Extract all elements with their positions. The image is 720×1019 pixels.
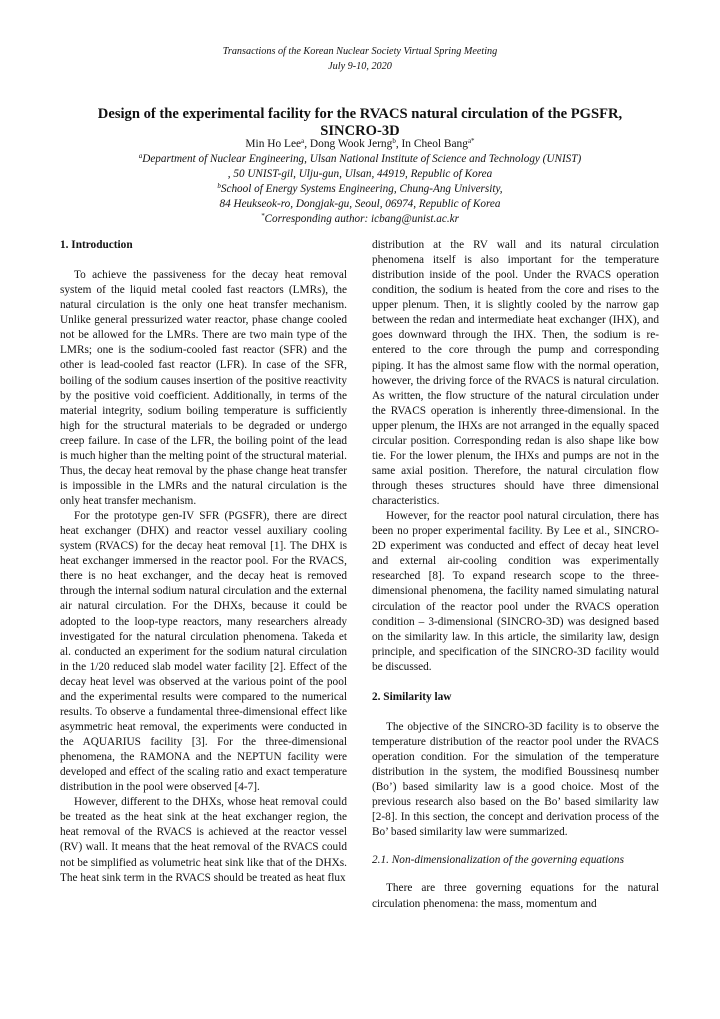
author-1: Min Ho Lee [245, 138, 302, 150]
affiliations [0, 152, 720, 227]
similarity-paragraph-1: The objective of the SINCRO-3D facility is to observe the temperature distribution of the reactor pool under the RVACS operation condition. For the simulation of the temperature distribution in the system, the modified Boussinesq number (Bo’) based similarity law is a good choice. Most of the previous research also based on the Bo’ based similarity law [2-8]. In this section, the concept and derivation process of the Bo’ based similarity law were summarized. [372, 720, 659, 839]
affiliation-a-text: Department of Nuclear Engineering, Ulsan National Institute of Science and Technology (UNIST) [142, 153, 582, 165]
section-heading-similarity-law: 2. Similarity law [372, 690, 452, 703]
affiliation-a-sup: a [138, 152, 143, 160]
section-heading-introduction: 1. Introduction [60, 239, 133, 251]
author-2-sup: b [392, 137, 396, 145]
conference-date: July 9-10, 2020 [328, 61, 392, 72]
left-column [60, 238, 347, 886]
affiliation-b-line2: 84 Heukseok-ro, Dongjak-gu, Seoul, 06974, Republic of Korea [219, 198, 501, 211]
affiliation-b-line1 [0, 182, 720, 197]
paper-title-line2: SINCRO-3D [320, 123, 400, 139]
intro-paragraph-4: However, for the reactor pool natural circulation, there has been no proper experimental facility. By Lee et al., SINCRO-2D experiment was conducted and effect of decay heat level and external air-cooling condition was experimentally researched [8]. To expand research scope to the three-dimensional phenomena, the facility named simulating natural circulation of the reactor pool under the RVACS operation condition – 3-dimensional (SINCRO-3D) was designed based on the similarity law. In this article, the similarity law, design principle, and specification of the SINCRO-3D facility would be discussed. [372, 510, 659, 673]
author-3: , In Cheol Bang [395, 138, 468, 150]
author-list [0, 137, 720, 152]
conference-name: Transactions of the Korean Nuclear Society Virtual Spring Meeting [222, 46, 498, 57]
author-1-sup: a [301, 137, 305, 145]
paper-title-line1: Design of the experimental facility for the RVACS natural circulation of the PGSFR, [97, 106, 623, 122]
author-3-sup: a* [467, 137, 475, 145]
author-2: , Dong Wook Jerng [304, 138, 393, 150]
corresponding-text: Corresponding author: icbang@unist.ac.kr [264, 213, 459, 226]
intro-paragraph-1: To achieve the passiveness for the decay heat removal system of the liquid metal cooled fast reactors (LMRs), the natural circulation is the only one heat transfer mechanism. Unlike general pressurized water reactor, phase change cooled not be allowed for the LMRs. There are two main type of the LMRs; one is the sodium-cooled fast reactor (SFR) and the other is lead-cooled fast reactor (LFR). In case of the SFR, boiling of the sodium causes insertion of the positive reactivity by the positive void coefficient. Additionally, in terms of the material integrity, sodium boiling temperature is sufficiently high for the structural materials to be degraded or undergo creep failure. In case of the LFR, the boiling point of the lead is much higher than the melting point of the structural material. Thus, the decay heat removal by the phase change heat transfer is impossible in the LMRs and the natural circulation is the only heat transfer mechanism. [60, 269, 347, 507]
subsection-heading-nondimensionalization: 2.1. Non-dimensionalization of the governing equations [372, 854, 624, 867]
nondim-paragraph-1: There are three governing equations for the natural circulation phenomena: the mass, momentum and [372, 882, 659, 910]
corresponding-sup: * [261, 212, 265, 221]
intro-paragraph-3-continued: distribution at the RV wall and its natural circulation phenomena itself is also important for the temperature distribution inside of the pool. Under the RVACS operation condition, the sodium is heated from the core and rises to the upper plenum. Then, it is slightly cooled by the narrow gap between the redan and intermediate heat exchanger (IHX), and goes downward through the IHX. Then, the sodium is re-entered to the core through the pump and corresponding piping. It has the almost same flow with the normal operation, however, the driving force of the RVACS is natural circulation. As written, the flow structure of the natural circulation under the RVACS operation is inherently three-dimensional. In the upper plenum, the IHXs are not arranged in the equally spaced circular position. Corresponding redan is also shape like bow tie. For the lower plenum, the IHXs and pumps are not in the same axial position. Therefore, the natural circulation flow through theses structures should have three dimensional characteristics. [372, 239, 659, 508]
intro-paragraph-3: However, different to the DHXs, whose heat removal could be treated as the heat sink at the heat exchanger region, the heat removal of the RVACS is achieved at the reactor vessel (RV) wall. It means that the heat removal of the RVACS could not be simplified as volumetric heat sink like that of the DHXs. The heat sink term in the RVACS should be treated as heat flux [60, 796, 347, 884]
intro-paragraph-2: For the prototype gen-IV SFR (PGSFR), there are direct heat exchanger (DHX) and reactor vessel auxiliary cooling system (RVACS) for the decay heat removal [1]. The DHX is heat exchanger immersed in the reactor pool. For the RVACS, there is no heat exchanger, and the decay heat is removed through the internal sodium natural circulation and the external air natural circulation. For the DHXs, because it could be adopted to the loop-type reactors, many researchers already investigated for the natural circulation phenomena. Takeda et al. conducted an experiment for the sodium natural circulation in the 1/20 reduced slab model water facility [2]. Effect of the decay heat level was observed at the various point of the pool and the experimental results were compared to the numerical results. To observe a fundamental three-dimensional effect like asymmetric heat removal, the experiments were conducted in the AQUARIUS facility [3]. For the three-dimensional phenomena, the RAMONA and the NEPTUN facility were developed and effect of the scaling ratio and exact temperature distribution in the pool were observed [4-7]. [60, 510, 347, 794]
affiliation-a-line1 [0, 152, 720, 167]
affiliation-b-text: School of Energy Systems Engineering, Chung-Ang University, [220, 183, 503, 196]
corresponding-author [0, 212, 720, 227]
affiliation-a-line2: , 50 UNIST-gil, Ulju-gun, Ulsan, 44919, Republic of Korea [227, 168, 493, 181]
right-column [372, 238, 659, 912]
affiliation-b-sup: b [217, 182, 221, 191]
